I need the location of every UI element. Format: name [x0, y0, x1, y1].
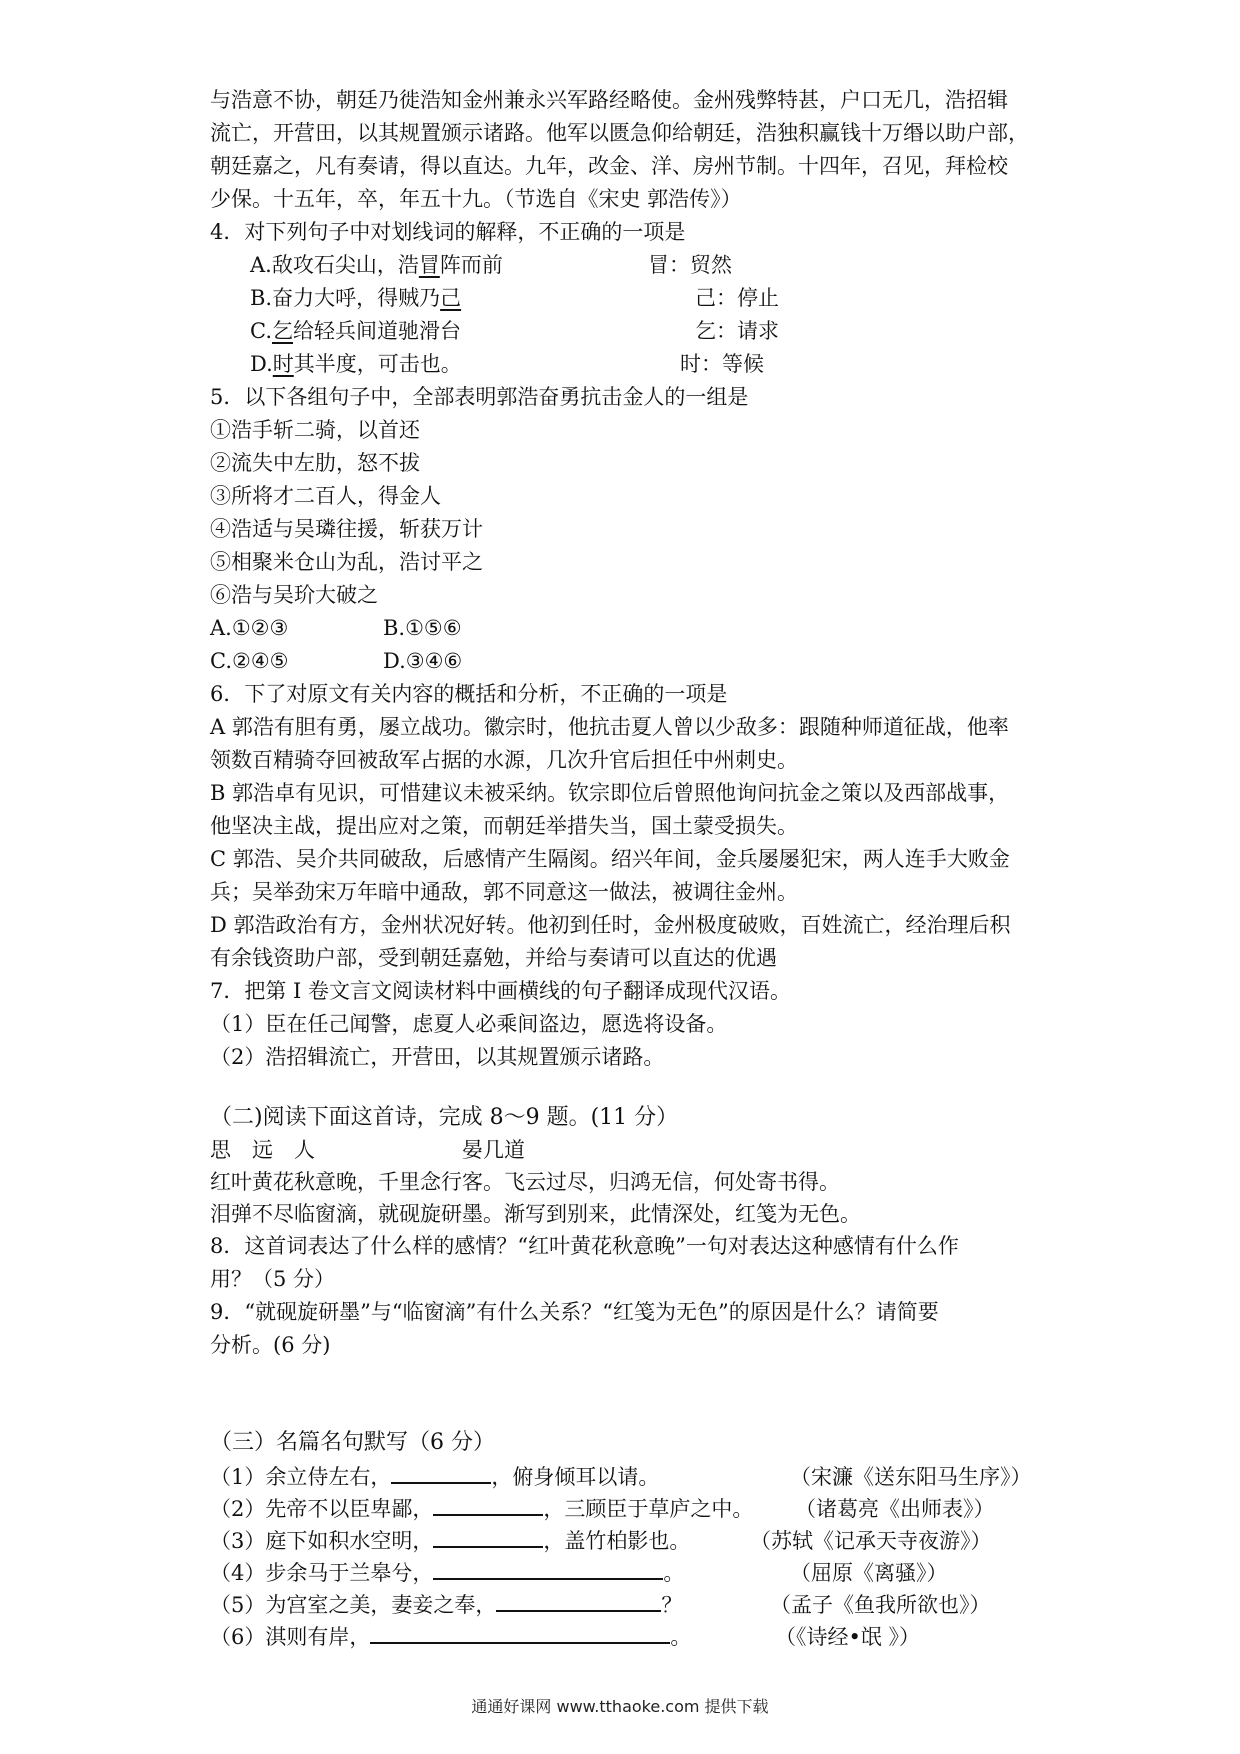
poem-title: 思 远 人: [210, 1138, 315, 1162]
answer-blank[interactable]: [433, 1526, 543, 1548]
q6-line: 领数百精骑夺回被敌军占据的水源，几次升官后担任中州刺史。: [210, 748, 798, 772]
recitation-source: （《诗经•氓 》）: [775, 1625, 921, 1649]
q4-option-b: B.奋力大呼，得贼乃己: [250, 286, 462, 310]
q6-line: A 郭浩有胆有勇，屡立战功。徽宗时，他抗击夏人曾以少敌多：跟随种师道征战，他率: [210, 715, 1009, 739]
recitation-item: （1）余立侍左右， ，俯身倾耳以请。: [210, 1462, 659, 1492]
q5-item: ②流失中左肋，怒不拔: [210, 451, 420, 475]
answer-blank[interactable]: [496, 1590, 661, 1612]
passage-line: 少保。十五年，卒，年五十九。（节选自《宋史 郭浩传》）: [210, 187, 742, 211]
recitation-item: （4）步余马于兰皋兮， 。: [210, 1558, 684, 1588]
q8-line: 8．这首词表达了什么样的感情？“红叶黄花秋意晚”一句对表达这种感情有什么作: [210, 1234, 959, 1258]
poem-line: 泪弹不尽临窗滴，就砚旋研墨。渐写到别来，此情深处，红笺为无色。: [210, 1202, 861, 1226]
q6-line: 他坚决主战，提出应对之策，而朝廷举措失当，国土蒙受损失。: [210, 814, 798, 838]
q4-gloss-d: 时：等候: [680, 352, 764, 376]
q6-stem: 6．下了对原文有关内容的概括和分析，不正确的一项是: [210, 682, 728, 706]
q6-line: D 郭浩政治有方，金州状况好转。他初到任时，金州极度破败，百姓流亡，经治理后积: [210, 913, 1011, 937]
q4-stem: 4．对下列句子中对划线词的解释，不正确的一项是: [210, 220, 686, 244]
footer-credit: 通通好课网 www.tthaoke.com 提供下载: [471, 1697, 769, 1716]
q4-gloss-c: 乞：请求: [695, 319, 779, 343]
q7-sentence-1: （1）臣在任己闻警，虑夏人必乘间盗边，愿选将设备。: [210, 1012, 728, 1036]
q5-option-a: A.①②③: [210, 616, 289, 640]
q4-option-c: C.乞给轻兵间道驰滑台: [250, 319, 461, 343]
recitation-source: （屈原《离骚》）: [790, 1561, 948, 1585]
q6-line: 兵；吴举劲宋万年暗中通敌，郭不同意这一做法，被调往金州。: [210, 880, 798, 904]
poem-line: 红叶黄花秋意晚，千里念行客。飞云过尽，归鸿无信，何处寄书得。: [210, 1170, 840, 1194]
recitation-source: （诸葛亮《出师表》）: [795, 1497, 995, 1521]
section3-heading: （三）名篇名句默写（6 分）: [210, 1430, 495, 1455]
q7-stem: 7．把第 I 卷文言文阅读材料中画横线的句子翻译成现代汉语。: [210, 979, 792, 1003]
answer-blank[interactable]: [370, 1622, 670, 1644]
recitation-item: （3）庭下如积水空明， ，盖竹柏影也。: [210, 1526, 690, 1556]
q4-option-a: A.敌攻石尖山，浩冒阵而前: [250, 253, 503, 277]
q5-option-b: B.①⑤⑥: [383, 616, 462, 640]
answer-blank[interactable]: [433, 1494, 543, 1516]
q8-line: 用？（5 分）: [210, 1267, 336, 1291]
recitation-item: （2）先帝不以臣卑鄙， ，三顾臣于草庐之中。: [210, 1494, 753, 1524]
q5-item: ①浩手斩二骑，以首还: [210, 418, 420, 442]
q4-gloss-b: 己：停止: [695, 286, 779, 310]
q5-option-c: C.②④⑤: [210, 649, 289, 673]
q5-stem: 5．以下各组句子中，全部表明郭浩奋勇抗击金人的一组是: [210, 385, 749, 409]
passage-line: 流亡，开营田，以其规置颁示诸路。他军以匮急仰给朝廷，浩独积赢钱十万缗以助户部，: [210, 121, 1029, 145]
answer-blank[interactable]: [433, 1558, 663, 1580]
q5-item: ④浩适与吴璘往援，斩获万计: [210, 517, 483, 541]
answer-blank[interactable]: [391, 1462, 491, 1484]
poem-author: 晏几道: [462, 1138, 525, 1162]
q7-sentence-2: （2）浩招辑流亡，开营田，以其规置颁示诸路。: [210, 1045, 665, 1069]
section2-heading: （二)阅读下面这首诗，完成 8～9 题。(11 分）: [210, 1105, 679, 1130]
q4-gloss-a: 冒：贸然: [648, 253, 732, 277]
passage-line: 与浩意不协，朝廷乃徙浩知金州兼永兴军路经略使。金州残弊特甚，户口无几，浩招辑: [210, 88, 1008, 112]
recitation-item: （5）为宫室之美，妻妾之奉， ？: [210, 1590, 682, 1620]
q6-line: B 郭浩卓有见识，可惜建议未被采纳。钦宗即位后曾照他询问抗金之策以及西部战事，: [210, 781, 1010, 805]
recitation-source: （孟子《鱼我所欲也》）: [770, 1593, 991, 1617]
q6-line: C 郭浩、吴介共同破敌，后感情产生隔阂。绍兴年间，金兵屡屡犯宋，两人连手大败金: [210, 847, 1010, 871]
q4-option-d: D.时其半度，可击也。: [250, 352, 462, 376]
q6-line: 有余钱资助户部，受到朝廷嘉勉，并给与奏请可以直达的优遇: [210, 946, 777, 970]
passage-line: 朝廷嘉之，凡有奏请，得以直达。九年，改金、洋、房州节制。十四年，召见，拜检校: [210, 154, 1008, 178]
q5-item: ⑥浩与吴玠大破之: [210, 583, 378, 607]
recitation-item: （6）淇则有岸， 。: [210, 1622, 691, 1652]
q5-option-d: D.③④⑥: [383, 649, 463, 673]
q5-item: ⑤相聚米仓山为乱，浩讨平之: [210, 550, 483, 574]
recitation-source: （宋濂《送东阳马生序》）: [790, 1465, 1032, 1489]
q9-line: 分析。(6 分): [210, 1333, 331, 1357]
recitation-source: （苏轼《记承天寺夜游》）: [750, 1529, 992, 1553]
q9-line: 9．“就砚旋研墨”与“临窗滴”有什么关系？“红笺为无色”的原因是什么？请简要: [210, 1300, 939, 1324]
q5-item: ③所将才二百人，得金人: [210, 484, 441, 508]
